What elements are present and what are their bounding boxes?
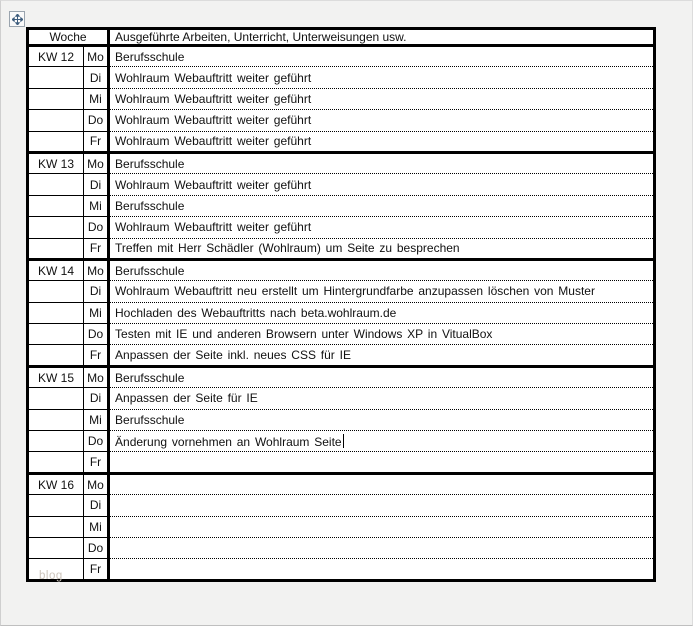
week-cell: KW 12 [28, 46, 84, 67]
table-row [28, 259, 655, 280]
entry-text: Anpassen der Seite für IE [115, 391, 258, 406]
table-row [28, 152, 655, 173]
week-cell [28, 516, 84, 537]
week-cell: KW 13 [28, 152, 84, 173]
day-cell: Mo [84, 473, 109, 494]
entry-text: Wohlraum Webauftritt weiter geführt [115, 220, 312, 235]
day-cell: Mo [84, 259, 109, 280]
day-cell: Mo [84, 152, 109, 173]
day-cell: Do [84, 217, 109, 238]
entry-text: Wohlraum Webauftritt weiter geführt [115, 91, 312, 106]
week-cell [28, 559, 84, 580]
entry-cell[interactable] [109, 46, 655, 67]
entry-cell[interactable] [109, 409, 655, 430]
table-row [28, 217, 655, 238]
table-row [28, 473, 655, 494]
entry-cell[interactable] [109, 174, 655, 195]
entry-cell[interactable] [109, 259, 655, 280]
table-row [28, 516, 655, 537]
entry-cell[interactable] [109, 238, 655, 259]
entry-cell[interactable] [109, 131, 655, 152]
entry-text: Berufsschule [115, 412, 185, 427]
entry-cell[interactable] [109, 195, 655, 216]
entry-text: Berufsschule [115, 198, 185, 213]
table-row [28, 345, 655, 366]
table-row [28, 302, 655, 323]
day-cell: Di [84, 388, 109, 409]
entry-cell[interactable] [109, 495, 655, 516]
entry-text: Änderung vornehmen an Wohlraum Seite [115, 434, 342, 449]
entry-cell[interactable] [109, 516, 655, 537]
day-cell: Mi [84, 409, 109, 430]
week-cell [28, 238, 84, 259]
entry-cell[interactable] [109, 473, 655, 494]
day-cell: Di [84, 281, 109, 302]
entry-text: Hochladen des Webauftritts nach beta.wohlraum.de [115, 305, 397, 320]
day-cell: Mi [84, 516, 109, 537]
week-cell [28, 88, 84, 109]
work-column-header: Ausgeführte Arbeiten, Unterricht, Unterweisungen usw. [109, 29, 655, 46]
entry-cell[interactable] [109, 559, 655, 580]
entry-cell[interactable] [109, 388, 655, 409]
table-row [28, 409, 655, 430]
week-cell [28, 431, 84, 452]
entry-text: Berufsschule [115, 263, 185, 278]
table-header-row [28, 29, 655, 46]
day-cell: Fr [84, 452, 109, 473]
entry-cell[interactable] [109, 324, 655, 345]
table-row [28, 537, 655, 558]
entry-cell[interactable] [109, 152, 655, 173]
day-cell: Fr [84, 345, 109, 366]
week-cell [28, 345, 84, 366]
entry-cell[interactable] [109, 88, 655, 109]
day-cell: Do [84, 431, 109, 452]
report-table-body [28, 46, 655, 581]
move-arrows-icon [12, 14, 23, 25]
entry-cell[interactable] [109, 537, 655, 558]
day-cell: Di [84, 67, 109, 88]
table-row [28, 495, 655, 516]
week-cell: KW 15 [28, 366, 84, 387]
table-move-handle[interactable] [9, 11, 25, 27]
entry-text: Berufsschule [115, 370, 185, 385]
day-cell: Di [84, 495, 109, 516]
day-cell: Fr [84, 559, 109, 580]
week-cell [28, 67, 84, 88]
day-cell: Do [84, 110, 109, 131]
week-cell [28, 495, 84, 516]
day-cell: Do [84, 324, 109, 345]
watermark-text: blog [39, 570, 63, 582]
entry-cell[interactable] [109, 67, 655, 88]
week-cell [28, 195, 84, 216]
table-row [28, 110, 655, 131]
entry-text: Berufsschule [115, 156, 185, 171]
table-row [28, 195, 655, 216]
entry-text: Wohlraum Webauftritt neu erstellt um Hintergrundfarbe anzupassen löschen von Muster [115, 284, 595, 299]
week-cell [28, 302, 84, 323]
week-cell [28, 131, 84, 152]
entry-cell[interactable] [109, 431, 655, 452]
week-cell: KW 14 [28, 259, 84, 280]
day-cell: Do [84, 537, 109, 558]
text-cursor [343, 434, 345, 448]
weekly-report-table [26, 27, 656, 582]
day-cell: Mo [84, 46, 109, 67]
day-cell: Fr [84, 238, 109, 259]
week-cell [28, 110, 84, 131]
entry-cell[interactable] [109, 281, 655, 302]
entry-cell[interactable] [109, 366, 655, 387]
entry-text: Wohlraum Webauftritt weiter geführt [115, 113, 312, 128]
table-row [28, 67, 655, 88]
week-column-header: Woche [28, 29, 109, 46]
day-cell: Mo [84, 366, 109, 387]
week-cell: KW 16 [28, 473, 84, 494]
entry-cell[interactable] [109, 452, 655, 473]
week-cell [28, 537, 84, 558]
entry-text: Anpassen der Seite inkl. neues CSS für IE [115, 348, 351, 363]
table-row [28, 324, 655, 345]
table-row [28, 388, 655, 409]
week-cell [28, 409, 84, 430]
day-cell: Mi [84, 195, 109, 216]
entry-text: Treffen mit Herr Schädler (Wohlraum) um Seite zu besprechen [115, 241, 460, 256]
entry-cell[interactable] [109, 217, 655, 238]
week-cell [28, 324, 84, 345]
table-row [28, 366, 655, 387]
week-cell [28, 217, 84, 238]
entry-cell[interactable] [109, 302, 655, 323]
table-row [28, 238, 655, 259]
entry-cell[interactable] [109, 110, 655, 131]
table-row [28, 131, 655, 152]
week-cell [28, 174, 84, 195]
week-cell [28, 388, 84, 409]
table-row [28, 431, 655, 452]
entry-text: Testen mit IE und anderen Browsern unter Windows XP in VitualBox [115, 327, 493, 342]
day-cell: Fr [84, 131, 109, 152]
week-cell [28, 452, 84, 473]
day-cell: Di [84, 174, 109, 195]
table-row [28, 559, 655, 580]
table-row [28, 174, 655, 195]
day-cell: Mi [84, 302, 109, 323]
week-cell [28, 281, 84, 302]
day-cell: Mi [84, 88, 109, 109]
entry-text: Berufsschule [115, 49, 185, 64]
entry-cell[interactable] [109, 345, 655, 366]
entry-text: Wohlraum Webauftritt weiter geführt [115, 70, 312, 85]
table-row [28, 46, 655, 67]
table-row [28, 281, 655, 302]
entry-text: Wohlraum Webauftritt weiter geführt [115, 134, 312, 149]
table-row [28, 452, 655, 473]
table-row [28, 88, 655, 109]
entry-text: Wohlraum Webauftritt weiter geführt [115, 177, 312, 192]
